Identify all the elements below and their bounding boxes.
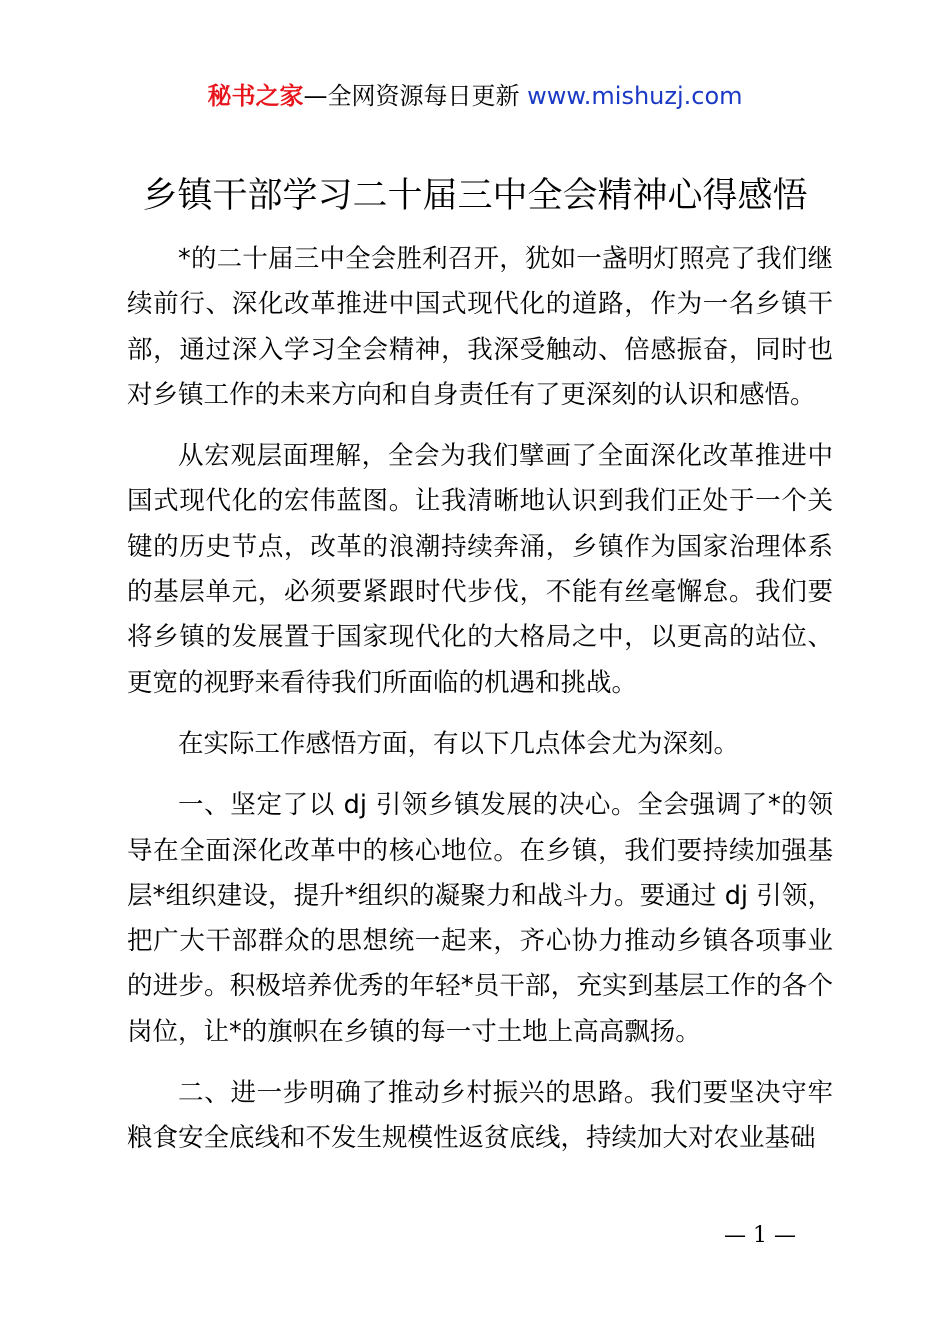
document-body xyxy=(127,237,833,1178)
site-brand: 秘书之家 xyxy=(207,82,304,110)
document-title: 乡镇干部学习二十届三中全会精神心得感悟 xyxy=(142,176,808,216)
paragraph-practice: 在实际工作感悟方面，有以下几点体会尤为深刻。 xyxy=(178,728,740,759)
paragraph-point-one: 一、坚定了以 dj 引领乡镇发展的决心。全会强调了*的领导在全面深化改革中的核心地位。在乡镇，我们要持续加强基层*组织建设，提升*组织的凝聚力和战斗力。要通过 dj 引领，把广大干部群众的思想统一起来，齐心协力推动乡镇各项事业的进步。积极培养优秀的年轻*员干部，充实到基层工作的各个岗位，让*的旗帜在乡镇的每一寸土地上高高飘扬。 xyxy=(127,790,833,1047)
page-number: — 1 — xyxy=(724,1223,796,1248)
site-url-link[interactable]: www.mishuzj.com xyxy=(527,82,743,110)
paragraph-intro: *的二十届三中全会胜利召开，犹如一盏明灯照亮了我们继续前行、深化改革推进中国式现代化的道路，作为一名乡镇干部，通过深入学习全会精神，我深受触动、倍感振奋，同时也对乡镇工作的未来方向和自身责任有了更深刻的认识和感悟。 xyxy=(127,244,833,410)
site-tagline: —全网资源每日更新 xyxy=(303,82,528,110)
paragraph-macro: 从宏观层面理解，全会为我们擘画了全面深化改革推进中国式现代化的宏伟蓝图。让我清晰地认识到我们正处于一个关键的历史节点，改革的浪潮持续奔涌，乡镇作为国家治理体系的基层单元，必须要紧跟时代步伐，不能有丝毫懈怠。我们要将乡镇的发展置于国家现代化的大格局之中，以更高的站位、更宽的视野来看待我们所面临的机遇和挑战。 xyxy=(127,441,833,698)
site-header xyxy=(0,80,950,112)
paragraph-point-two: 二、进一步明确了推动乡村振兴的思路。我们要坚决守牢粮食安全底线和不发生规模性返贫底线，持续加大对农业基础 xyxy=(127,1078,833,1154)
